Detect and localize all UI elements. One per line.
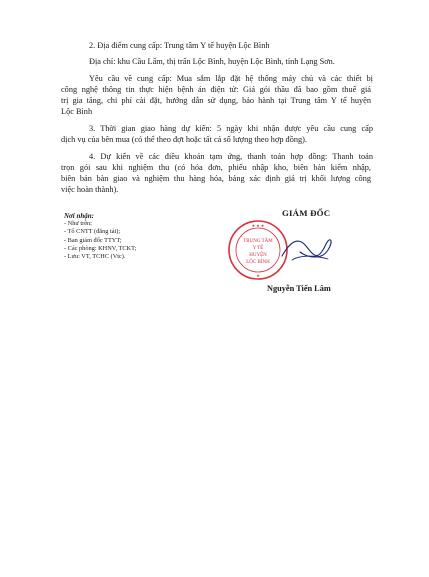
recipient-item: - Như trên;	[64, 220, 92, 228]
recipients-heading: Nơi nhận:	[64, 212, 95, 220]
stamp-line: TRUNG TÂM	[243, 239, 273, 244]
stamp-line: LỘC BÌNH	[246, 260, 270, 265]
svg-text:★ ★ ★: ★ ★ ★	[251, 223, 265, 228]
handwritten-signature-icon	[278, 222, 338, 272]
item-3-line-1: 3. Thời gian giao hàng dự kiến: 5 ngày khi nhận được yêu cầu cung cấp	[89, 124, 373, 133]
signer-title: GIÁM ĐỐC	[282, 208, 331, 218]
item-2-title: 2. Địa điểm cung cấp: Trung tâm Y tế huyện Lộc Bình	[89, 41, 270, 50]
address-line: Địa chỉ: khu Cầu Lấm, thị trấn Lộc Bình, huyện Lộc Bình, tỉnh Lạng Sơn.	[89, 57, 335, 66]
requirement-line-4: Lộc Bình	[61, 107, 93, 116]
item-4-line-1: 4. Dự kiến về các điều khoản tạm ứng, thanh toán hợp đồng: Thanh toán	[89, 152, 373, 161]
signer-name: Nguyễn Tiến Lâm	[267, 284, 331, 293]
item-4-line-3: biên bản bàn giao và nghiệm thu hàng hóa, bảng xác định giá trị khối lượng công	[61, 174, 371, 183]
svg-text:★: ★	[256, 273, 260, 278]
stamp-line: Y TẾ	[252, 246, 264, 251]
recipient-item: - Các phòng: KHNV, TCKT;	[64, 244, 137, 252]
recipient-item: - Ban giám đốc TTYT;	[64, 236, 122, 244]
recipients-block	[64, 212, 136, 261]
recipient-item: - Tổ CNTT (đăng tải);	[64, 228, 121, 236]
recipient-item: - Lưu: VT, TCHC (Vtc).	[64, 253, 126, 261]
requirement-line-1: Yêu cầu về cung cấp: Mua sắm lắp đặt hệ thống máy chủ và các thiết bị	[89, 74, 373, 83]
item-4-line-4: việc hoàn thành).	[61, 185, 119, 194]
requirement-line-3: trị gia tăng, chi phí cài đặt, hướng dẫn sử dụng, bảo hành tại Trung tâm Y tế huyện	[61, 96, 371, 105]
stamp-line: HUYỆN	[249, 253, 267, 258]
requirement-line-2: công nghệ thông tin thực hiện bệnh án điện tử: Giá gói thầu đã bao gồm thuế giá	[61, 85, 371, 94]
item-3-line-2: dịch vụ của bên mua (có thể theo đợt hoặc tất cả số lượng theo hợp đồng).	[61, 135, 307, 144]
item-4-line-2: trọn gói sau khi nghiệm thu (có hóa đơn, phiếu nhập kho, biên bản kiểm nhập,	[61, 163, 371, 172]
